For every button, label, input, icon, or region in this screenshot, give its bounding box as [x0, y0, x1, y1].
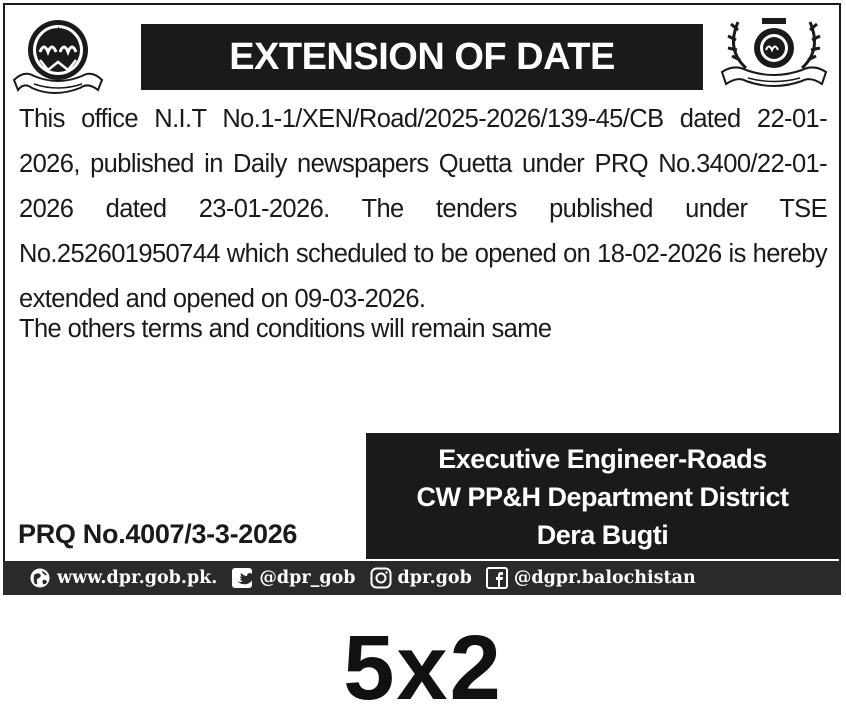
- footer-instagram-label: dpr.gob: [397, 568, 472, 588]
- prq-number: PRQ No.4007/3-3-2026: [18, 519, 298, 549]
- notice-closing: The others terms and conditions will remain same: [19, 315, 552, 343]
- footer-instagram[interactable]: [370, 567, 472, 589]
- footer-twitter[interactable]: [231, 567, 355, 589]
- footer-website-label: www.dpr.gob.pk.: [57, 568, 218, 588]
- twitter-icon: [231, 567, 253, 589]
- footer-twitter-label: @dpr_gob: [259, 568, 356, 588]
- dgpr-emblem-icon: [716, 14, 832, 90]
- footer-facebook-label: @dgpr.balochistan: [513, 568, 696, 588]
- signature-block: [366, 433, 839, 559]
- page-title: EXTENSION OF DATE: [141, 24, 703, 90]
- footer-facebook[interactable]: [486, 567, 696, 589]
- footer-bar: [3, 561, 841, 595]
- facebook-icon: [486, 567, 508, 589]
- signature-line-2: CW PP&H Department District: [416, 482, 789, 512]
- notice-body: [19, 97, 827, 344]
- instagram-icon: [370, 567, 392, 589]
- signature-line-1: Executive Engineer-Roads: [438, 444, 767, 474]
- notice-paragraph: This office N.I.T No.1-1/XEN/Road/2025-2026/139-45/CB dated 22-01-2026, published in Daily newspapers Quetta under PRQ No.3400/22-01-2026 dated 23-01-2026. The tenders published under TSE No.252601950744 which scheduled to be opened on 18-02-2026 is hereby extended and opened on 09-03-2026.: [19, 105, 827, 313]
- signature-line-3: Dera Bugti: [536, 520, 669, 550]
- footer-website[interactable]: [29, 567, 217, 589]
- balochistan-emblem-icon: [10, 14, 106, 96]
- ad-size-label: 5x2: [343, 617, 503, 719]
- globe-icon: [29, 567, 51, 589]
